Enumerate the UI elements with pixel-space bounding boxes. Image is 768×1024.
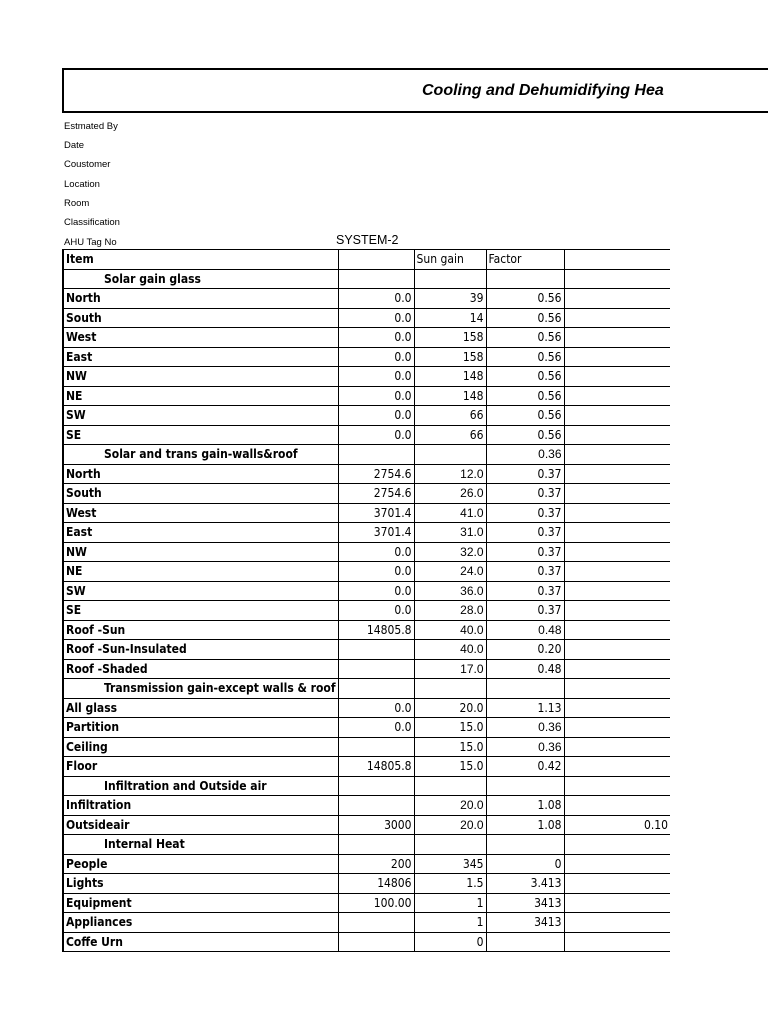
section-row [63, 269, 670, 289]
cell-sun-gain: 15.0 [414, 718, 486, 738]
cell-extra [564, 874, 670, 894]
cell-area: 0.0 [338, 308, 414, 328]
row-label: Floor [63, 757, 338, 777]
row-label: NE [63, 386, 338, 406]
system-label: SYSTEM-2 [336, 233, 399, 247]
cell-factor: 1.08 [486, 815, 564, 835]
cell-extra [564, 601, 670, 621]
cell-factor: 0.56 [486, 347, 564, 367]
cell-area: 14805.8 [338, 620, 414, 640]
table-row [63, 874, 670, 894]
cell-area: 0.0 [338, 581, 414, 601]
row-label: Outsideair [63, 815, 338, 835]
row-label: Roof -Shaded [63, 659, 338, 679]
cell-sun-gain: 66 [414, 406, 486, 426]
table-row [63, 601, 670, 621]
cell-sun-gain: 14 [414, 308, 486, 328]
row-label: SE [63, 601, 338, 621]
cell-factor: 0.37 [486, 464, 564, 484]
cell-sun-gain: 26.0 [414, 484, 486, 504]
cell-extra [564, 893, 670, 913]
cell-factor: 0.37 [486, 484, 564, 504]
row-label: Appliances [63, 913, 338, 933]
row-label: East [63, 523, 338, 543]
cell-sun-gain: 12.0 [414, 464, 486, 484]
table-row [63, 503, 670, 523]
cell-extra [564, 328, 670, 348]
cell-area: 0.0 [338, 425, 414, 445]
cell-sun-gain [414, 679, 486, 699]
table-row [63, 640, 670, 660]
table-row [63, 854, 670, 874]
cell-sun-gain [414, 269, 486, 289]
cell-area [338, 932, 414, 952]
cell-factor: 0.36 [486, 737, 564, 757]
cell-sun-gain: 1 [414, 913, 486, 933]
cell-factor: 3413 [486, 893, 564, 913]
table-row [63, 523, 670, 543]
cell-extra [564, 854, 670, 874]
cell-area: 14806 [338, 874, 414, 894]
meta-location: Location [64, 179, 100, 190]
cell-factor: 3413 [486, 913, 564, 933]
table-row [63, 328, 670, 348]
cell-sun-gain: 28.0 [414, 601, 486, 621]
cell-area [338, 269, 414, 289]
cell-sun-gain: 148 [414, 367, 486, 387]
cell-factor: 0.42 [486, 757, 564, 777]
cell-area [338, 659, 414, 679]
sheet-title: Cooling and Dehumidifying Hea [422, 82, 664, 99]
section-label: Infiltration and Outside air [63, 776, 338, 796]
cell-sun-gain: 24.0 [414, 562, 486, 582]
cell-sun-gain: 41.0 [414, 503, 486, 523]
header-factor: Factor [486, 250, 564, 270]
cell-sun-gain: 1 [414, 893, 486, 913]
cell-area: 2754.6 [338, 484, 414, 504]
row-label: East [63, 347, 338, 367]
cell-sun-gain: 39 [414, 289, 486, 309]
meta-ahu-tag: AHU Tag No [64, 237, 117, 248]
cell-area: 0.0 [338, 328, 414, 348]
cell-area: 0.0 [338, 562, 414, 582]
cell-extra [564, 503, 670, 523]
cell-sun-gain: 40.0 [414, 640, 486, 660]
cell-area [338, 679, 414, 699]
cell-extra [564, 737, 670, 757]
cell-sun-gain: 158 [414, 328, 486, 348]
meta-customer: Coustomer [64, 159, 111, 170]
row-label: West [63, 328, 338, 348]
cell-sun-gain: 17.0 [414, 659, 486, 679]
table-row [63, 542, 670, 562]
row-label: People [63, 854, 338, 874]
cell-factor: 0 [486, 854, 564, 874]
cell-area: 0.0 [338, 542, 414, 562]
cell-extra [564, 796, 670, 816]
cell-factor: 0.56 [486, 386, 564, 406]
cell-extra [564, 562, 670, 582]
cell-factor: 0.56 [486, 289, 564, 309]
cell-factor: 0.20 [486, 640, 564, 660]
table-row [63, 308, 670, 328]
header-col2 [338, 250, 414, 270]
section-row [63, 835, 670, 855]
table-row [63, 737, 670, 757]
heat-load-table [62, 249, 670, 952]
row-label: SE [63, 425, 338, 445]
cell-factor: 1.13 [486, 698, 564, 718]
cell-factor: 0.36 [486, 718, 564, 738]
cell-extra [564, 425, 670, 445]
section-row [63, 679, 670, 699]
cell-extra [564, 835, 670, 855]
row-label: Partition [63, 718, 338, 738]
cell-extra [564, 757, 670, 777]
cell-sun-gain [414, 776, 486, 796]
row-label: NE [63, 562, 338, 582]
cell-factor [486, 269, 564, 289]
row-label: West [63, 503, 338, 523]
meta-estimated-by: Estmated By [64, 121, 118, 132]
cell-area [338, 835, 414, 855]
table-row [63, 932, 670, 952]
cell-factor [486, 776, 564, 796]
table-row [63, 620, 670, 640]
table-row [63, 289, 670, 309]
row-label: North [63, 464, 338, 484]
cell-sun-gain: 0 [414, 932, 486, 952]
section-row [63, 445, 670, 465]
row-label: NW [63, 542, 338, 562]
cell-extra [564, 308, 670, 328]
cell-extra [564, 698, 670, 718]
row-label: NW [63, 367, 338, 387]
cell-extra [564, 640, 670, 660]
cell-area [338, 796, 414, 816]
table-row [63, 581, 670, 601]
table-row [63, 698, 670, 718]
section-label: Transmission gain-except walls & roof [63, 679, 338, 699]
meta-date: Date [64, 140, 85, 151]
cell-extra [564, 445, 670, 465]
cell-factor: 0.37 [486, 581, 564, 601]
section-label: Internal Heat [63, 835, 338, 855]
cell-factor: 0.56 [486, 425, 564, 445]
cell-extra [564, 386, 670, 406]
cell-area [338, 737, 414, 757]
cell-sun-gain: 31.0 [414, 523, 486, 543]
cell-extra [564, 620, 670, 640]
table-row [63, 367, 670, 387]
cell-sun-gain [414, 445, 486, 465]
cell-extra [564, 523, 670, 543]
cell-extra [564, 913, 670, 933]
row-label: South [63, 308, 338, 328]
table-row [63, 757, 670, 777]
cell-area: 200 [338, 854, 414, 874]
cell-sun-gain: 20.0 [414, 815, 486, 835]
cell-factor [486, 835, 564, 855]
header-item: Item [63, 250, 338, 270]
cell-sun-gain: 15.0 [414, 757, 486, 777]
cell-factor: 3.413 [486, 874, 564, 894]
cell-area: 0.0 [338, 698, 414, 718]
cell-factor: 0.56 [486, 308, 564, 328]
cell-extra [564, 406, 670, 426]
cell-area: 3701.4 [338, 503, 414, 523]
cell-area: 3000 [338, 815, 414, 835]
cell-extra [564, 269, 670, 289]
cell-factor: 0.56 [486, 406, 564, 426]
row-label: Roof -Sun-Insulated [63, 640, 338, 660]
cell-factor [486, 679, 564, 699]
cell-extra [564, 347, 670, 367]
cell-sun-gain: 15.0 [414, 737, 486, 757]
cell-sun-gain: 158 [414, 347, 486, 367]
cell-sun-gain: 36.0 [414, 581, 486, 601]
cell-area: 0.0 [338, 347, 414, 367]
cell-factor: 1.08 [486, 796, 564, 816]
table-row [63, 796, 670, 816]
row-label: Infiltration [63, 796, 338, 816]
cell-extra [564, 289, 670, 309]
cell-area: 100.00 [338, 893, 414, 913]
header-col5 [564, 250, 670, 270]
cell-sun-gain: 148 [414, 386, 486, 406]
cell-factor: 0.37 [486, 503, 564, 523]
cell-sun-gain: 32.0 [414, 542, 486, 562]
row-label: SW [63, 581, 338, 601]
cell-factor: 0.48 [486, 620, 564, 640]
table-row [63, 386, 670, 406]
section-row [63, 776, 670, 796]
table-row [63, 815, 670, 835]
cell-extra: 0.10 [564, 815, 670, 835]
cell-factor: 0.56 [486, 328, 564, 348]
cell-area: 0.0 [338, 289, 414, 309]
table-row [63, 718, 670, 738]
row-label: SW [63, 406, 338, 426]
cell-extra [564, 679, 670, 699]
row-label: Equipment [63, 893, 338, 913]
cell-extra [564, 542, 670, 562]
cell-factor: 0.36 [486, 445, 564, 465]
cell-sun-gain: 66 [414, 425, 486, 445]
cell-sun-gain: 40.0 [414, 620, 486, 640]
table-row [63, 347, 670, 367]
table-row [63, 425, 670, 445]
cell-area: 0.0 [338, 367, 414, 387]
cell-area: 0.0 [338, 718, 414, 738]
cell-area: 14805.8 [338, 757, 414, 777]
row-label: North [63, 289, 338, 309]
cell-area: 0.0 [338, 386, 414, 406]
table-row [63, 659, 670, 679]
cell-area: 2754.6 [338, 464, 414, 484]
cell-area [338, 445, 414, 465]
cell-sun-gain: 1.5 [414, 874, 486, 894]
table-row [63, 464, 670, 484]
cell-extra [564, 484, 670, 504]
cell-extra [564, 718, 670, 738]
cell-area [338, 913, 414, 933]
cell-extra [564, 464, 670, 484]
cell-factor: 0.37 [486, 601, 564, 621]
row-label: Ceiling [63, 737, 338, 757]
cell-area [338, 640, 414, 660]
cell-extra [564, 367, 670, 387]
cell-factor: 0.48 [486, 659, 564, 679]
section-label: Solar and trans gain-walls&roof [63, 445, 338, 465]
table-row [63, 406, 670, 426]
table-header-row [63, 250, 670, 270]
row-label: South [63, 484, 338, 504]
header-sun-gain: Sun gain [414, 250, 486, 270]
cell-factor: 0.56 [486, 367, 564, 387]
cell-sun-gain: 345 [414, 854, 486, 874]
cell-factor: 0.37 [486, 542, 564, 562]
table-row [63, 893, 670, 913]
cell-factor [486, 932, 564, 952]
cell-extra [564, 581, 670, 601]
cell-area: 3701.4 [338, 523, 414, 543]
cell-extra [564, 932, 670, 952]
row-label: Coffe Urn [63, 932, 338, 952]
table-row [63, 913, 670, 933]
cell-factor: 0.37 [486, 523, 564, 543]
cell-area: 0.0 [338, 601, 414, 621]
row-label: Lights [63, 874, 338, 894]
cell-area [338, 776, 414, 796]
cell-sun-gain: 20.0 [414, 796, 486, 816]
meta-classification: Classification [64, 217, 120, 228]
section-label: Solar gain glass [63, 269, 338, 289]
cell-sun-gain [414, 835, 486, 855]
cell-sun-gain: 20.0 [414, 698, 486, 718]
cell-extra [564, 659, 670, 679]
row-label: Roof -Sun [63, 620, 338, 640]
meta-room: Room [64, 198, 90, 209]
table-row [63, 484, 670, 504]
table-row [63, 562, 670, 582]
cell-area: 0.0 [338, 406, 414, 426]
cell-factor: 0.37 [486, 562, 564, 582]
cell-extra [564, 776, 670, 796]
row-label: All glass [63, 698, 338, 718]
